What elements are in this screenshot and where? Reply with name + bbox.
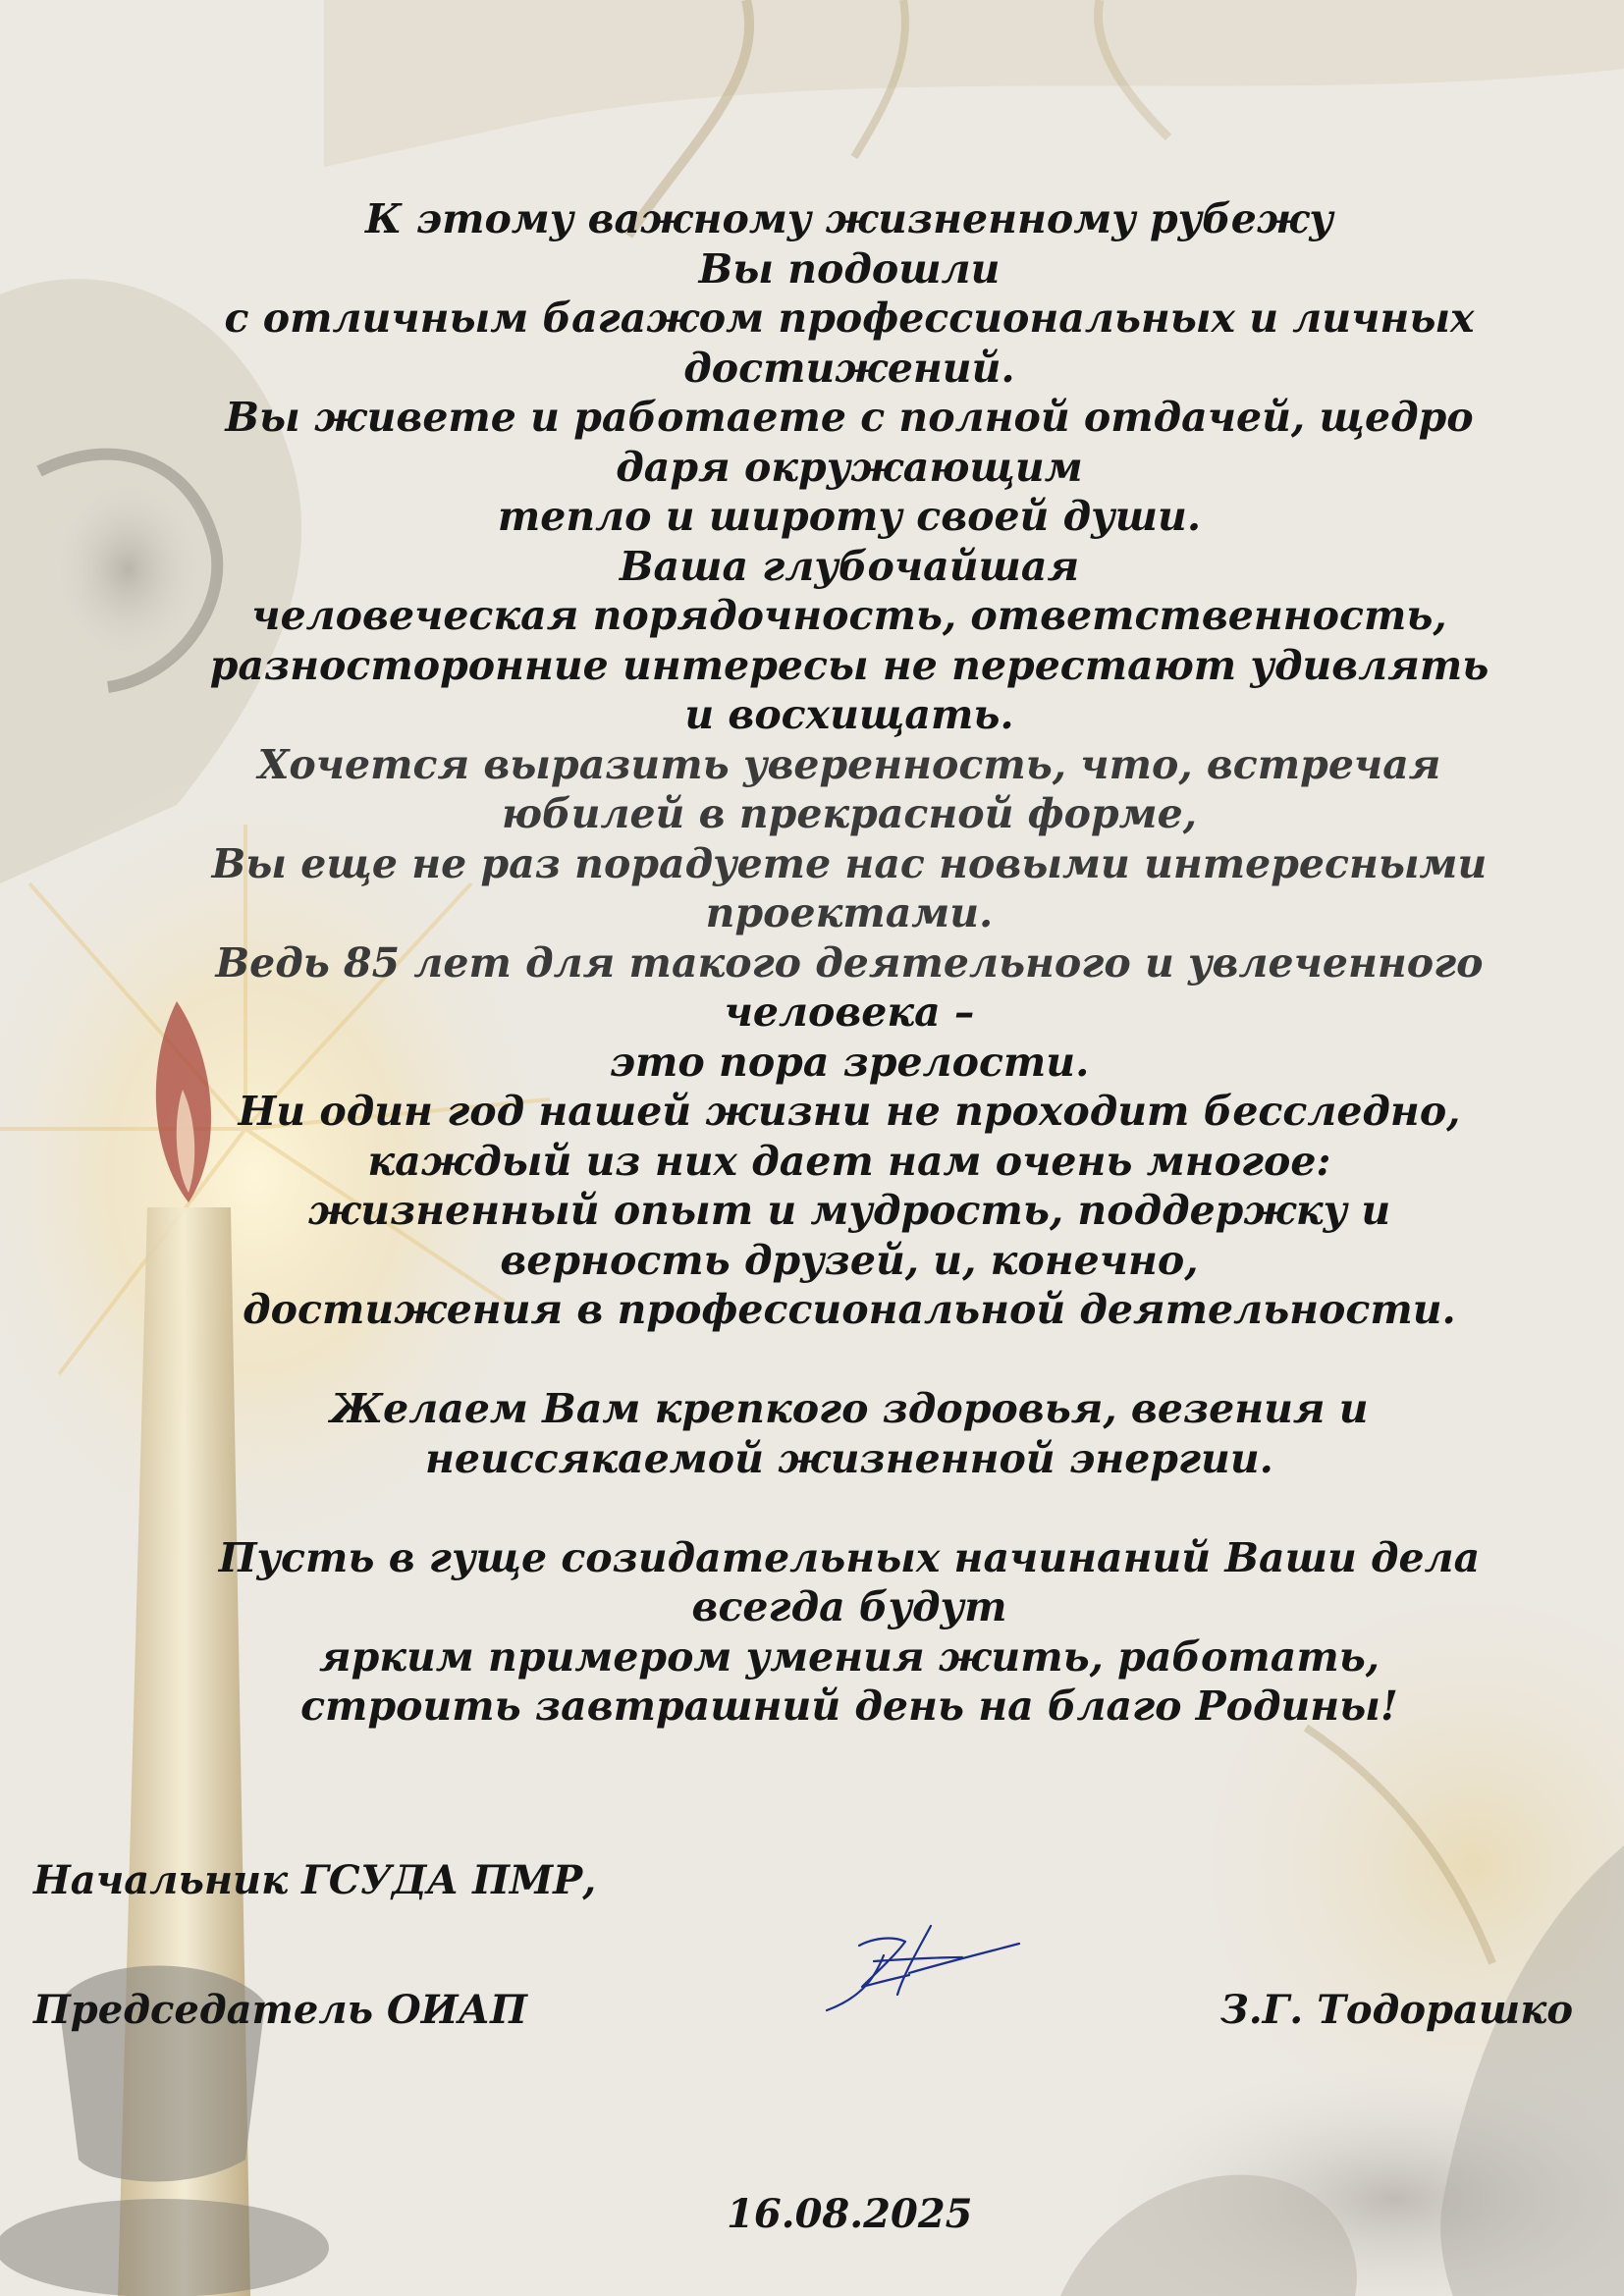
letter-line: даря окружающим (616, 443, 1083, 491)
letter-line: Вы подошли (698, 244, 1001, 293)
letter-line: Хочется выразить уверенность, что, встречая (257, 740, 1441, 788)
letter-line: К этому важному жизненному рубежу (365, 195, 1333, 242)
letter-line: и восхищать. (684, 691, 1014, 738)
letter-line: всегда будут (691, 1583, 1007, 1630)
signer-position-line1: Начальник ГСУДА ПМР, (33, 1857, 597, 1903)
letter-body (147, 194, 1551, 1732)
letter-line: достижения в профессиональной деятельности. (243, 1286, 1456, 1333)
letter-line: с отличным багажом профессиональных и личных (224, 294, 1475, 342)
letter-line: проектами. (705, 889, 994, 936)
letter-line: неиссякаемой жизненной энергии. (425, 1434, 1273, 1482)
letter-line: ярким примером умения жить, работать, (318, 1632, 1380, 1681)
letter-line: верность друзей, и, конечно, (500, 1236, 1199, 1284)
letter-line: достижений. (683, 344, 1015, 392)
letter-line: Ваша глубочайшая (619, 542, 1080, 590)
letter-line: Вы живете и работаете с полной отдачей, щедро (225, 394, 1474, 441)
letter-line: разносторонние интересы не перестают удивлять (209, 641, 1489, 689)
letter-line: Пусть в гуще созидательных начинаний Ваши дела (218, 1533, 1481, 1581)
paragraph-gap (147, 1335, 1551, 1385)
signer-name: З.Г. Тодорашко (1219, 1987, 1573, 2033)
paragraph-gap (147, 1483, 1551, 1533)
letter-line: Ведь 85 лет для такого деятельного и увлеченного (215, 938, 1484, 987)
letter-line: юбилей в прекрасной форме, (501, 790, 1197, 837)
letter-line: человеческая порядочность, ответственность, (251, 592, 1447, 639)
letter-line: это пора зрелости. (609, 1038, 1090, 1086)
letter-line: строить завтрашний день на благо Родины! (300, 1682, 1398, 1730)
letter-line: Вы еще не раз порадуете нас новыми интересными (211, 839, 1488, 887)
letter-line: каждый из них дает нам очень многое: (367, 1137, 1331, 1185)
letter-date: 16.08.2025 (727, 2191, 973, 2237)
handwritten-signature (815, 1914, 1031, 2022)
letter-line: тепло и широту своей души. (497, 493, 1202, 540)
letter-line: жизненный опыт и мудрость, поддержку и (307, 1187, 1391, 1234)
letter-line: Желаем Вам крепкого здоровья, везения и (330, 1385, 1369, 1432)
signer-position-line2: Председатель ОИАП (33, 1987, 527, 2033)
letter-line: Ни один год нашей жизни не проходит бесследно, (238, 1088, 1461, 1135)
letter-line: человека – (724, 988, 975, 1036)
